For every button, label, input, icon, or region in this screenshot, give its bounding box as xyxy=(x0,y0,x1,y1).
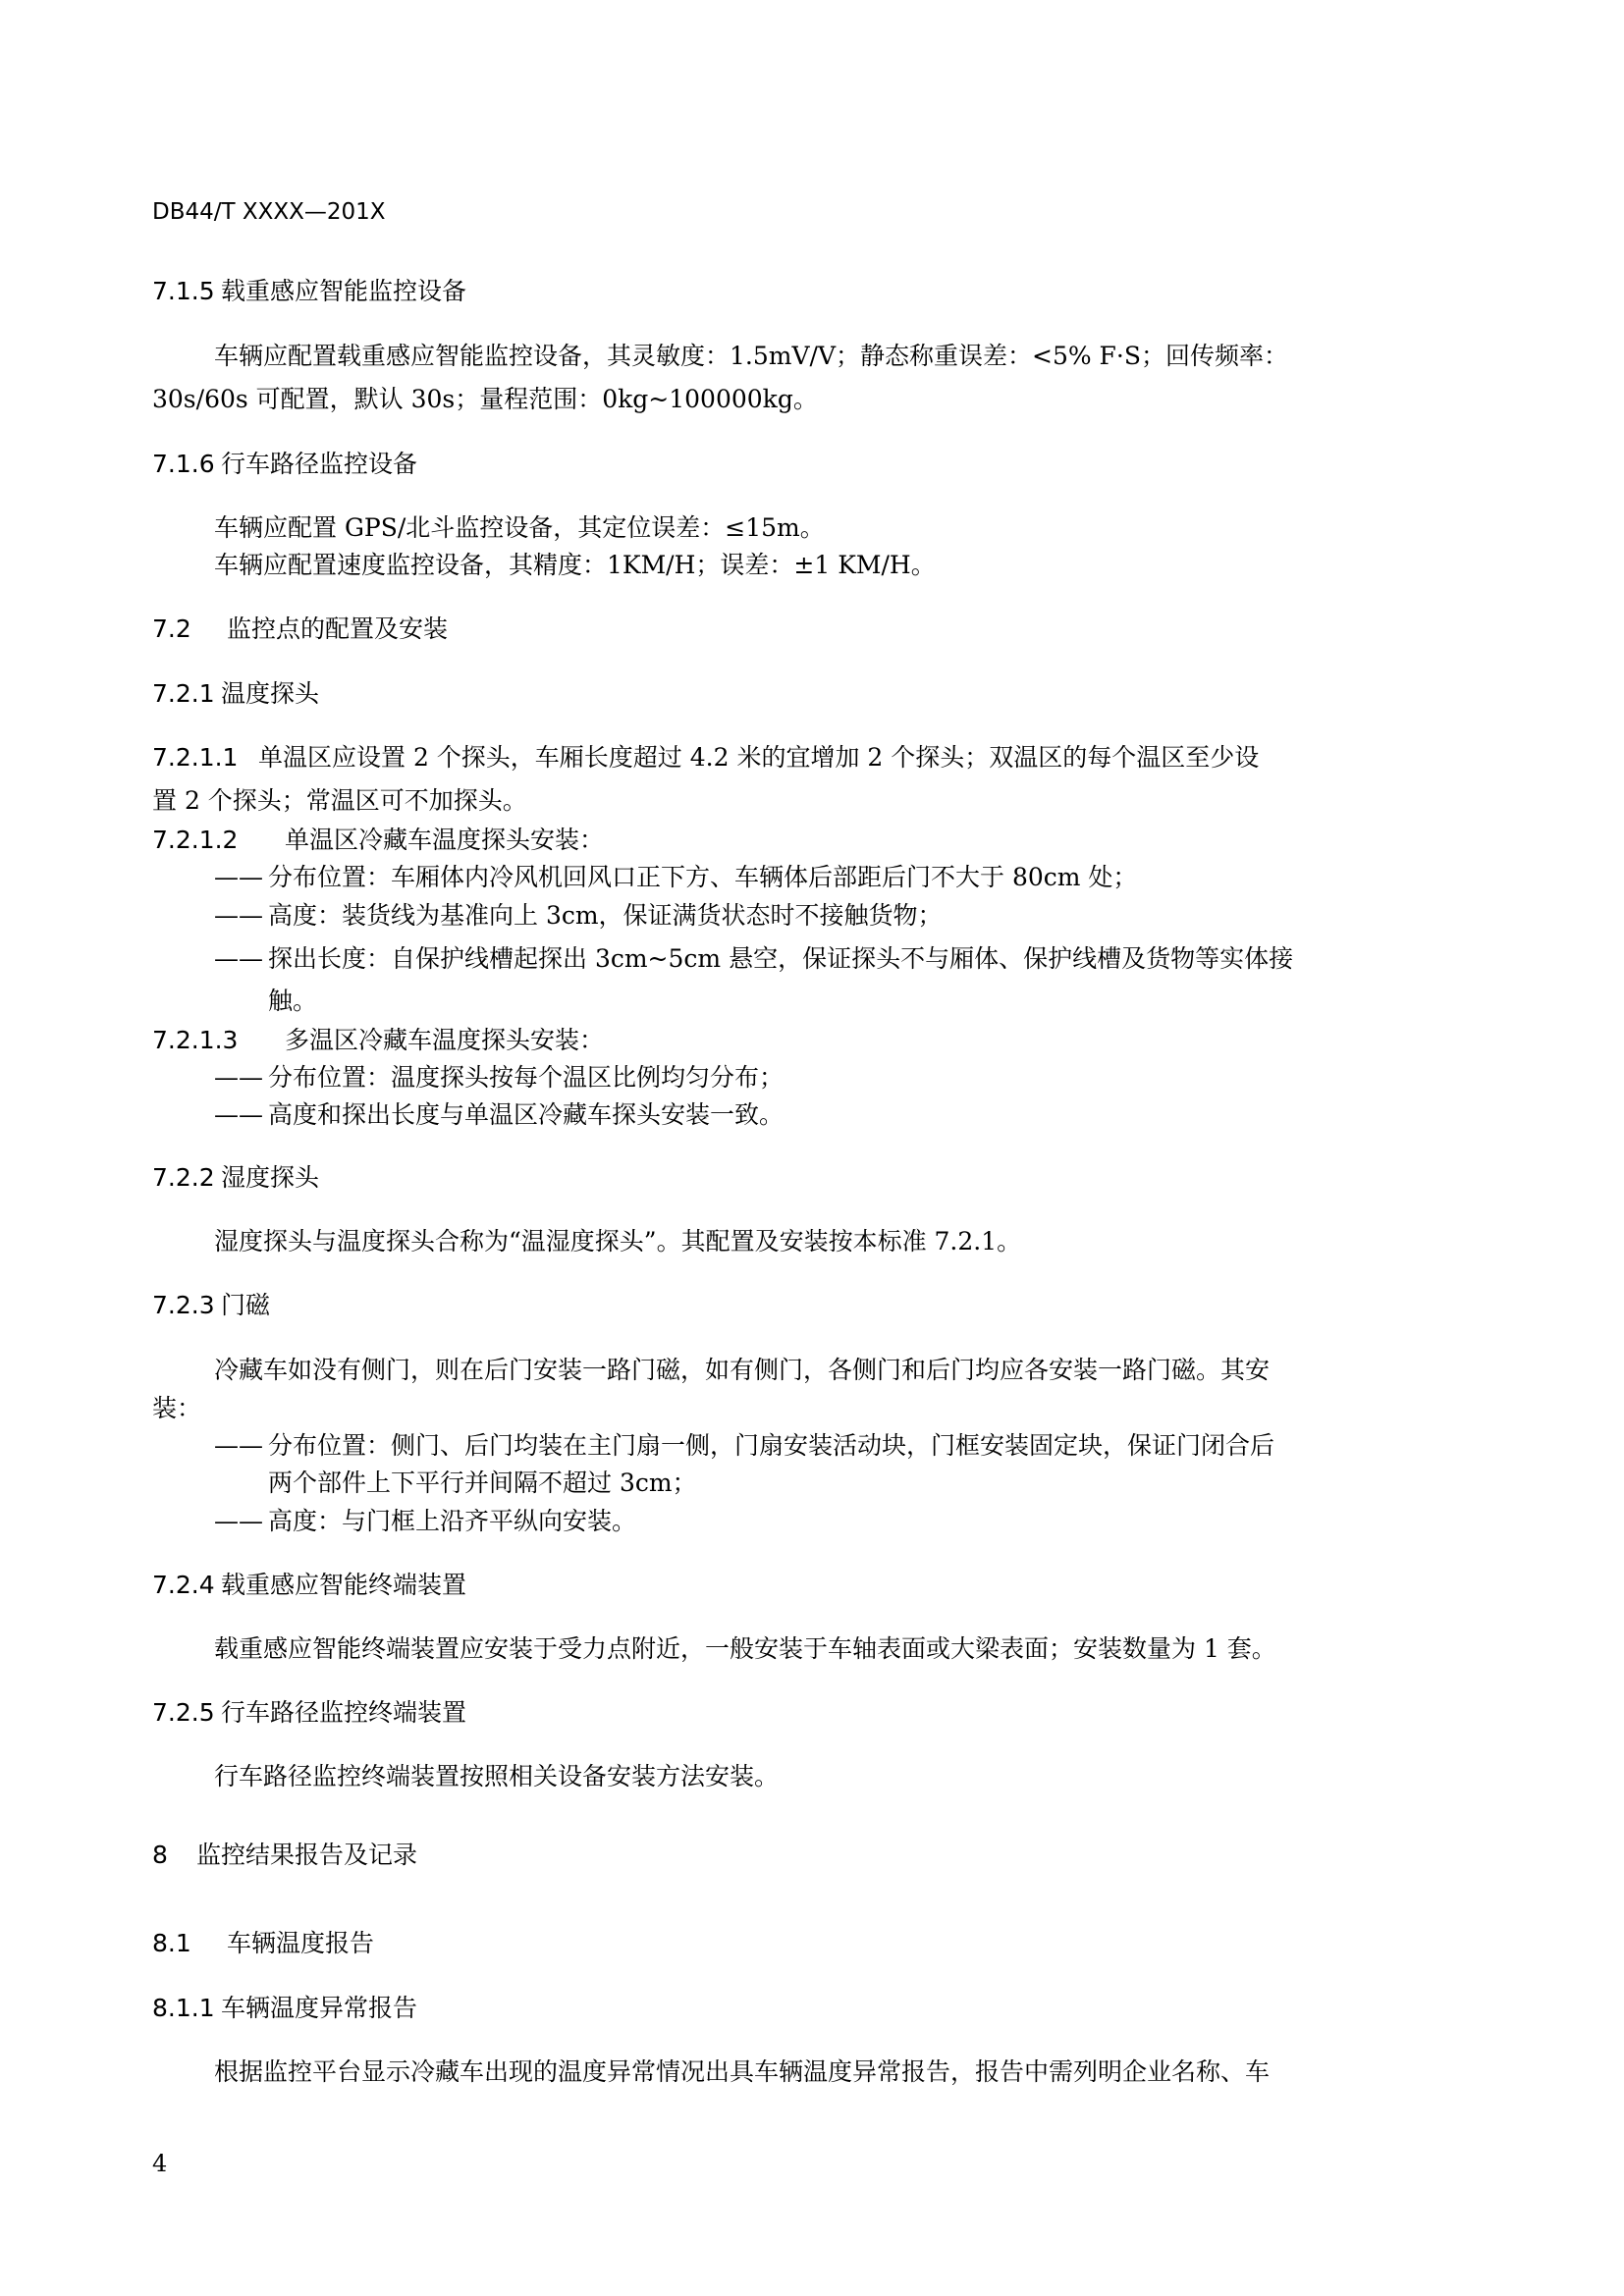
paragraph-line: 车辆应配置载重感应智能监控设备，其灵敏度：1.5mV/V；静态称重误差：<5% F·S；回传频率： xyxy=(214,342,1288,370)
section-number: 8.1.1 xyxy=(152,1994,215,2022)
list-item xyxy=(214,1502,636,1537)
list-item xyxy=(214,1426,1274,1462)
section-8-1-heading xyxy=(152,1924,374,1959)
clause-title: 多温区冷藏车温度探头安装： xyxy=(285,1026,605,1054)
section-7-1-5-heading xyxy=(152,272,466,307)
section-7-2-heading xyxy=(152,610,448,645)
list-dash: —— xyxy=(214,901,263,930)
clause-number: 7.2.1.2 xyxy=(152,826,239,854)
paragraph-line: 置 2 个探头；常温区可不加探头。 xyxy=(152,786,527,815)
clause-number: 7.2.1.3 xyxy=(152,1026,239,1054)
section-7-1-6-heading xyxy=(152,445,417,480)
list-item xyxy=(214,939,1293,975)
paragraph-line: 30s/60s 可配置，默认 30s；量程范围：0kg~100000kg。 xyxy=(152,385,818,413)
section-title: 监控结果报告及记录 xyxy=(196,1841,418,1869)
section-7-2-5-heading xyxy=(152,1693,466,1729)
section-title: 行车路径监控设备 xyxy=(221,450,418,478)
list-item-text: 分布位置：温度探头按每个温区比例均匀分布； xyxy=(268,1063,785,1092)
list-item-text: 分布位置：车厢体内冷风机回风口正下方、车辆体后部距后门不大于 80cm 处； xyxy=(268,863,1138,891)
clause-title: 单温区冷藏车温度探头安装： xyxy=(285,826,605,854)
section-8-1-1-heading xyxy=(152,1989,417,2024)
section-title: 行车路径监控终端装置 xyxy=(221,1698,467,1727)
section-number: 7.2.2 xyxy=(152,1163,215,1192)
clause-text: 单温区应设置 2 个探头，车厢长度超过 4.2 米的宜增加 2 个探头；双温区的每个温区至少设 xyxy=(258,743,1260,772)
section-title: 门磁 xyxy=(221,1291,271,1319)
list-item xyxy=(214,858,1137,893)
page-number: 4 xyxy=(152,2150,168,2177)
list-item-text: 分布位置：侧门、后门均装在主门扇一侧，门扇安装活动块，门框安装固定块，保证门闭合后 xyxy=(268,1431,1275,1460)
section-7-2-2-heading xyxy=(152,1158,319,1194)
section-title: 湿度探头 xyxy=(221,1163,320,1192)
section-number: 7.1.5 xyxy=(152,277,215,305)
paragraph-line: 载重感应智能终端装置应安装于受力点附近，一般安装于车轴表面或大梁表面；安装数量为 1 套。 xyxy=(214,1634,1276,1663)
list-item xyxy=(214,1095,784,1131)
clause-7-2-1-1 xyxy=(152,738,1259,774)
list-item xyxy=(214,896,943,932)
section-7-2-1-heading xyxy=(152,674,319,710)
section-title: 载重感应智能监控设备 xyxy=(221,277,467,305)
list-dash: —— xyxy=(214,944,263,973)
paragraph-line: 行车路径监控终端装置按照相关设备安装方法安装。 xyxy=(214,1762,780,1790)
section-title: 载重感应智能终端装置 xyxy=(221,1571,467,1599)
list-dash: —— xyxy=(214,863,263,891)
list-dash: —— xyxy=(214,1100,263,1129)
clause-number: 7.2.1.1 xyxy=(152,743,239,772)
section-title: 监控点的配置及安装 xyxy=(227,614,449,643)
section-title: 车辆温度报告 xyxy=(227,1929,375,1957)
list-item-text: 高度：装货线为基准向上 3cm，保证满货状态时不接触货物； xyxy=(268,901,943,930)
paragraph-line: 湿度探头与温度探头合称为“温湿度探头”。其配置及安装按本标准 7.2.1。 xyxy=(214,1227,1022,1255)
clause-7-2-1-3 xyxy=(152,1021,604,1056)
list-item-text: 探出长度：自保护线槽起探出 3cm~5cm 悬空，保证探头不与厢体、保护线槽及货物等实体接 xyxy=(268,944,1294,973)
list-dash: —— xyxy=(214,1063,263,1092)
section-number: 7.2.3 xyxy=(152,1291,215,1319)
section-number: 7.2.4 xyxy=(152,1571,215,1599)
section-number: 8 xyxy=(152,1841,168,1869)
list-item xyxy=(214,1058,784,1094)
list-dash: —— xyxy=(214,1507,263,1535)
section-title: 车辆温度异常报告 xyxy=(221,1994,418,2022)
section-7-2-4-heading xyxy=(152,1566,466,1601)
paragraph-line: 根据监控平台显示冷藏车出现的温度异常情况出具车辆温度异常报告，报告中需列明企业名称、车 xyxy=(214,2057,1271,2086)
paragraph-line: 车辆应配置 GPS/北斗监控设备，其定位误差：≤15m。 xyxy=(214,513,825,542)
paragraph-line: 车辆应配置速度监控设备，其精度：1KM/H；误差：±1 KM/H。 xyxy=(214,551,936,579)
clause-7-2-1-2 xyxy=(152,821,604,856)
section-number: 7.2.5 xyxy=(152,1698,215,1727)
list-dash: —— xyxy=(214,1431,263,1460)
section-number: 8.1 xyxy=(152,1929,191,1957)
section-number: 7.1.6 xyxy=(152,450,215,478)
list-item-text: 高度和探出长度与单温区冷藏车探头安装一致。 xyxy=(268,1100,785,1129)
section-title: 温度探头 xyxy=(221,679,320,708)
section-number: 7.2 xyxy=(152,614,191,643)
list-item-continuation: 触。 xyxy=(268,987,318,1015)
document-code: DB44/T XXXX—201X xyxy=(152,199,386,225)
list-item-text: 高度：与门框上沿齐平纵向安装。 xyxy=(268,1507,637,1535)
chapter-8-heading xyxy=(152,1836,417,1871)
section-number: 7.2.1 xyxy=(152,679,215,708)
paragraph-line: 装： xyxy=(152,1394,202,1422)
list-item-continuation: 两个部件上下平行并间隔不超过 3cm； xyxy=(268,1468,697,1497)
paragraph-line: 冷藏车如没有侧门，则在后门安装一路门磁，如有侧门，各侧门和后门均应各安装一路门磁。其安 xyxy=(214,1356,1271,1384)
section-7-2-3-heading xyxy=(152,1286,270,1321)
